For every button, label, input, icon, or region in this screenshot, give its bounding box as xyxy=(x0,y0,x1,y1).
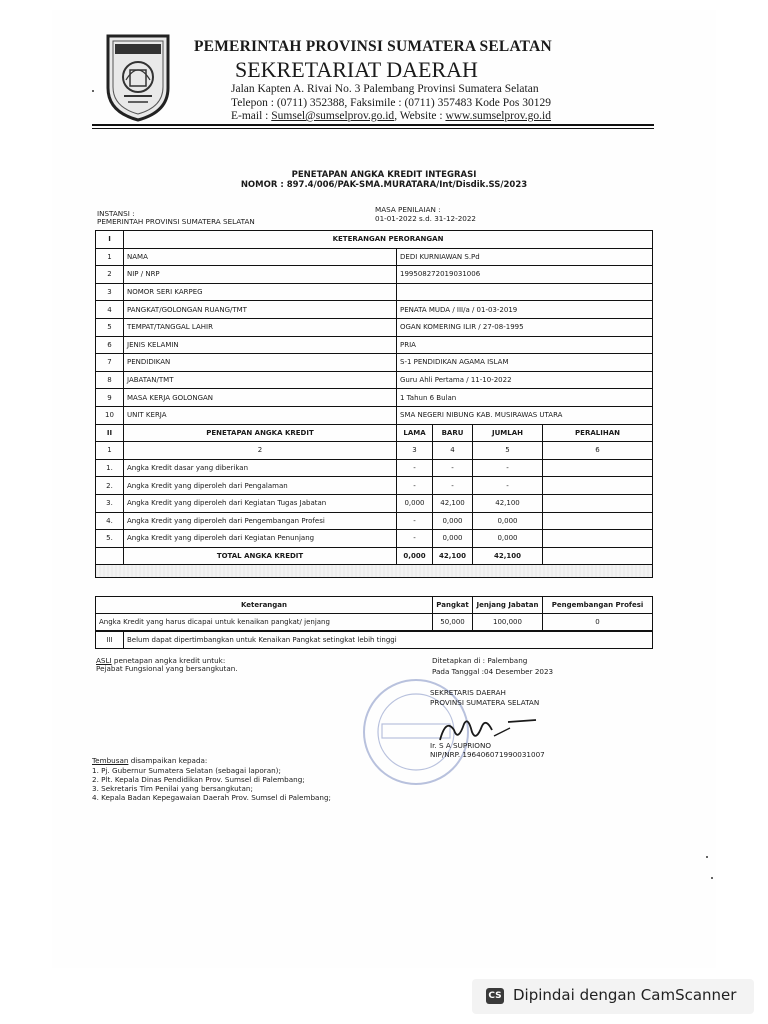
row-label: Angka Kredit yang diperoleh dari Kegiatan Tugas Jabatan xyxy=(124,494,397,512)
masa-penilaian-label: MASA PENILAIAN : xyxy=(375,205,441,214)
masa-penilaian-value: 01-01-2022 s.d. 31-12-2022 xyxy=(375,214,476,223)
jenjang-value: 100,000 xyxy=(473,614,543,631)
website-prefix: , Website : xyxy=(394,110,446,122)
row-value xyxy=(397,283,653,301)
total-blank xyxy=(96,547,124,565)
col-index: 6 xyxy=(543,442,653,460)
col-baru: BARU xyxy=(433,424,473,442)
row-value: S-1 PENDIDIKAN AGAMA ISLAM xyxy=(397,354,653,372)
table-row xyxy=(96,512,653,530)
document-number: NOMOR : 897.4/006/PAK-SMA.MURATARA/Int/Disdik.SS/2023 xyxy=(240,180,528,190)
col-index: 5 xyxy=(473,442,543,460)
lama-cell: - xyxy=(397,477,433,495)
total-row xyxy=(96,547,653,565)
table-row xyxy=(96,477,653,495)
row-number: 7 xyxy=(96,354,124,372)
spacer-cell xyxy=(96,565,653,578)
row-label: JENIS KELAMIN xyxy=(124,336,397,354)
row-number: 6 xyxy=(96,336,124,354)
keterangan-header-row xyxy=(96,597,653,614)
table-row xyxy=(96,494,653,512)
row-value: PRIA xyxy=(397,336,653,354)
ditetapkan-di: Ditetapkan di : Palembang xyxy=(432,656,528,665)
jumlah-cell: - xyxy=(473,477,543,495)
credit-table xyxy=(95,230,653,578)
col-index: 2 xyxy=(124,442,397,460)
section3-row xyxy=(96,632,653,649)
baru-cell: 42,100 xyxy=(433,494,473,512)
row-value: OGAN KOMERING ILIR / 27-08-1995 xyxy=(397,318,653,336)
jumlah-cell: 0,000 xyxy=(473,512,543,530)
jumlah-cell: 0,000 xyxy=(473,530,543,548)
row-label: PENDIDIKAN xyxy=(124,354,397,372)
table-row xyxy=(96,389,653,407)
row-label: Angka Kredit yang diperoleh dari Kegiatan Penunjang xyxy=(124,530,397,548)
scan-speck xyxy=(92,90,94,92)
lama-cell: - xyxy=(397,459,433,477)
col-pengembangan: Pengembangan Profesi xyxy=(543,597,653,614)
camscanner-icon: CS xyxy=(486,988,504,1004)
row-value: DEDI KURNIAWAN S.Pd xyxy=(397,248,653,266)
keterangan-row-label: Angka Kredit yang harus dicapai untuk kenaikan pangkat/ jenjang xyxy=(96,614,433,631)
table-row xyxy=(96,248,653,266)
section-header-row xyxy=(96,424,653,442)
col-index: 1 xyxy=(96,442,124,460)
header-email-line xyxy=(231,110,551,124)
row-value: SMA NEGERI NIBUNG KAB. MUSIRAWAS UTARA xyxy=(397,406,653,424)
jumlah-cell: - xyxy=(473,459,543,477)
row-label: UNIT KERJA xyxy=(124,406,397,424)
lama-cell: - xyxy=(397,512,433,530)
tembusan-item: 1. Pj. Gubernur Sumatera Selatan (sebagai laporan); xyxy=(92,766,281,775)
header-address: Jalan Kapten A. Rivai No. 3 Palembang Provinsi Sumatera Selatan xyxy=(231,83,539,95)
total-label: TOTAL ANGKA KREDIT xyxy=(124,547,397,565)
row-number: 2 xyxy=(96,266,124,284)
asli-rest: penetapan angka kredit untuk: xyxy=(111,656,226,665)
row-label: NIP / NRP xyxy=(124,266,397,284)
col-jumlah: JUMLAH xyxy=(473,424,543,442)
peralihan-cell xyxy=(543,459,653,477)
row-label: Angka Kredit dasar yang diberikan xyxy=(124,459,397,477)
section2-number: II xyxy=(96,424,124,442)
col-lama: LAMA xyxy=(397,424,433,442)
row-label: NAMA xyxy=(124,248,397,266)
lama-cell: 0,000 xyxy=(397,494,433,512)
scan-speck xyxy=(706,856,708,858)
section2-title: PENETAPAN ANGKA KREDIT xyxy=(124,424,397,442)
total-peralihan xyxy=(543,547,653,565)
table-row xyxy=(96,459,653,477)
row-number: 8 xyxy=(96,371,124,389)
table-row xyxy=(96,530,653,548)
asli-line2: Pejabat Fungsional yang bersangkutan. xyxy=(96,664,238,673)
section3-table xyxy=(95,631,653,649)
signer-name: Ir. S A SUPRIONO xyxy=(430,741,491,750)
col-pangkat: Pangkat xyxy=(433,597,473,614)
table-row xyxy=(96,354,653,372)
row-label: MASA KERJA GOLONGAN xyxy=(124,389,397,407)
header-contact xyxy=(231,83,551,124)
email-prefix: E-mail : xyxy=(231,110,272,122)
peralihan-cell xyxy=(543,512,653,530)
pada-tanggal: Pada Tanggal :04 Desember 2023 xyxy=(432,667,554,676)
instansi-value: PEMERINTAH PROVINSI SUMATERA SELATAN xyxy=(97,217,255,226)
row-number: 10 xyxy=(96,406,124,424)
col-index: 4 xyxy=(433,442,473,460)
baru-cell: 0,000 xyxy=(433,530,473,548)
row-number: 3 xyxy=(96,283,124,301)
row-label: Angka Kredit yang diperoleh dari Pengalaman xyxy=(124,477,397,495)
row-value: 1 Tahun 6 Bulan xyxy=(397,389,653,407)
row-number: 3. xyxy=(96,494,124,512)
row-value: Guru Ahli Pertama / 11-10-2022 xyxy=(397,371,653,389)
section3-text: Belum dapat dipertimbangkan untuk Kenaikan Pangkat setingkat lebih tinggi xyxy=(124,632,653,649)
col-jenjang: Jenjang Jabatan xyxy=(473,597,543,614)
header-phone: Telepon : (0711) 352388, Faksimile : (0711) 357483 Kode Pos 30129 xyxy=(231,96,551,109)
header-organization: PEMERINTAH PROVINSI SUMATERA SELATAN xyxy=(194,38,552,55)
section3-number: III xyxy=(96,632,124,649)
peralihan-cell xyxy=(543,477,653,495)
table-row xyxy=(96,336,653,354)
camscanner-label: Dipindai dengan CamScanner xyxy=(513,986,737,1004)
provincial-crest-logo xyxy=(100,30,176,122)
total-lama: 0,000 xyxy=(397,547,433,565)
pangkat-value: 50,000 xyxy=(433,614,473,631)
jumlah-cell: 42,100 xyxy=(473,494,543,512)
baru-cell: - xyxy=(433,459,473,477)
col-peralihan: PERALIHAN xyxy=(543,424,653,442)
scan-speck xyxy=(711,877,713,879)
row-value: 199508272019031006 xyxy=(397,266,653,284)
header-divider-thick xyxy=(92,124,654,126)
row-number: 9 xyxy=(96,389,124,407)
signer-nip: NIP/NRP. 196406071990031007 xyxy=(430,750,545,759)
row-label: PANGKAT/GOLONGAN RUANG/TMT xyxy=(124,301,397,319)
baru-cell: 0,000 xyxy=(433,512,473,530)
keterangan-table xyxy=(95,596,653,631)
lama-cell: - xyxy=(397,530,433,548)
row-label: JABATAN/TMT xyxy=(124,371,397,389)
row-number: 1 xyxy=(96,248,124,266)
baru-cell: - xyxy=(433,477,473,495)
tembusan-item: 3. Sekretaris Tim Penilai yang bersangkutan; xyxy=(92,784,253,793)
row-number: 4. xyxy=(96,512,124,530)
spacer-row xyxy=(96,565,653,578)
section1-title: KETERANGAN PERORANGAN xyxy=(124,231,653,249)
section-header-row xyxy=(96,231,653,249)
header-unit: SEKRETARIAT DAERAH xyxy=(235,57,478,82)
table-row xyxy=(96,371,653,389)
table-row xyxy=(96,406,653,424)
table-row xyxy=(96,283,653,301)
row-value: PENATA MUDA / III/a / 01-03-2019 xyxy=(397,301,653,319)
row-number: 5. xyxy=(96,530,124,548)
signer-title-1: SEKRETARIS DAERAH xyxy=(430,688,506,697)
column-index-row xyxy=(96,442,653,460)
table-row xyxy=(96,301,653,319)
tembusan-item: 2. Plt. Kepala Dinas Pendidikan Prov. Sumsel di Palembang; xyxy=(92,775,305,784)
tembusan-heading xyxy=(92,756,207,765)
header-divider-thin xyxy=(92,128,654,129)
instansi-label: INSTANSI : xyxy=(97,209,135,218)
keterangan-label: Keterangan xyxy=(96,597,433,614)
row-number: 5 xyxy=(96,318,124,336)
row-number: 4 xyxy=(96,301,124,319)
tembusan-rest: disampaikan kepada: xyxy=(128,756,208,765)
tembusan-prefix: Tembusan xyxy=(92,756,129,765)
email-link[interactable]: Sumsel@sumselprov.go.id xyxy=(271,110,395,122)
keterangan-value-row xyxy=(96,614,653,631)
row-label: TEMPAT/TANGGAL LAHIR xyxy=(124,318,397,336)
total-baru: 42,100 xyxy=(433,547,473,565)
total-jumlah: 42,100 xyxy=(473,547,543,565)
peralihan-cell xyxy=(543,494,653,512)
table-row xyxy=(96,266,653,284)
asli-prefix: ASLI xyxy=(96,656,112,665)
section1-number: I xyxy=(96,231,124,249)
row-label: NOMOR SERI KARPEG xyxy=(124,283,397,301)
pengembangan-value: 0 xyxy=(543,614,653,631)
website-link[interactable]: www.sumselprov.go.id xyxy=(445,110,551,122)
tembusan-item: 4. Kepala Badan Kepegawaian Daerah Prov. Sumsel di Palembang; xyxy=(92,793,331,802)
row-number: 2. xyxy=(96,477,124,495)
peralihan-cell xyxy=(543,530,653,548)
document-title: PENETAPAN ANGKA KREDIT INTEGRASI xyxy=(291,170,477,180)
row-number: 1. xyxy=(96,459,124,477)
col-index: 3 xyxy=(397,442,433,460)
signer-title-2: PROVINSI SUMATERA SELATAN xyxy=(430,698,540,707)
table-row xyxy=(96,318,653,336)
row-label: Angka Kredit yang diperoleh dari Pengembangan Profesi xyxy=(124,512,397,530)
